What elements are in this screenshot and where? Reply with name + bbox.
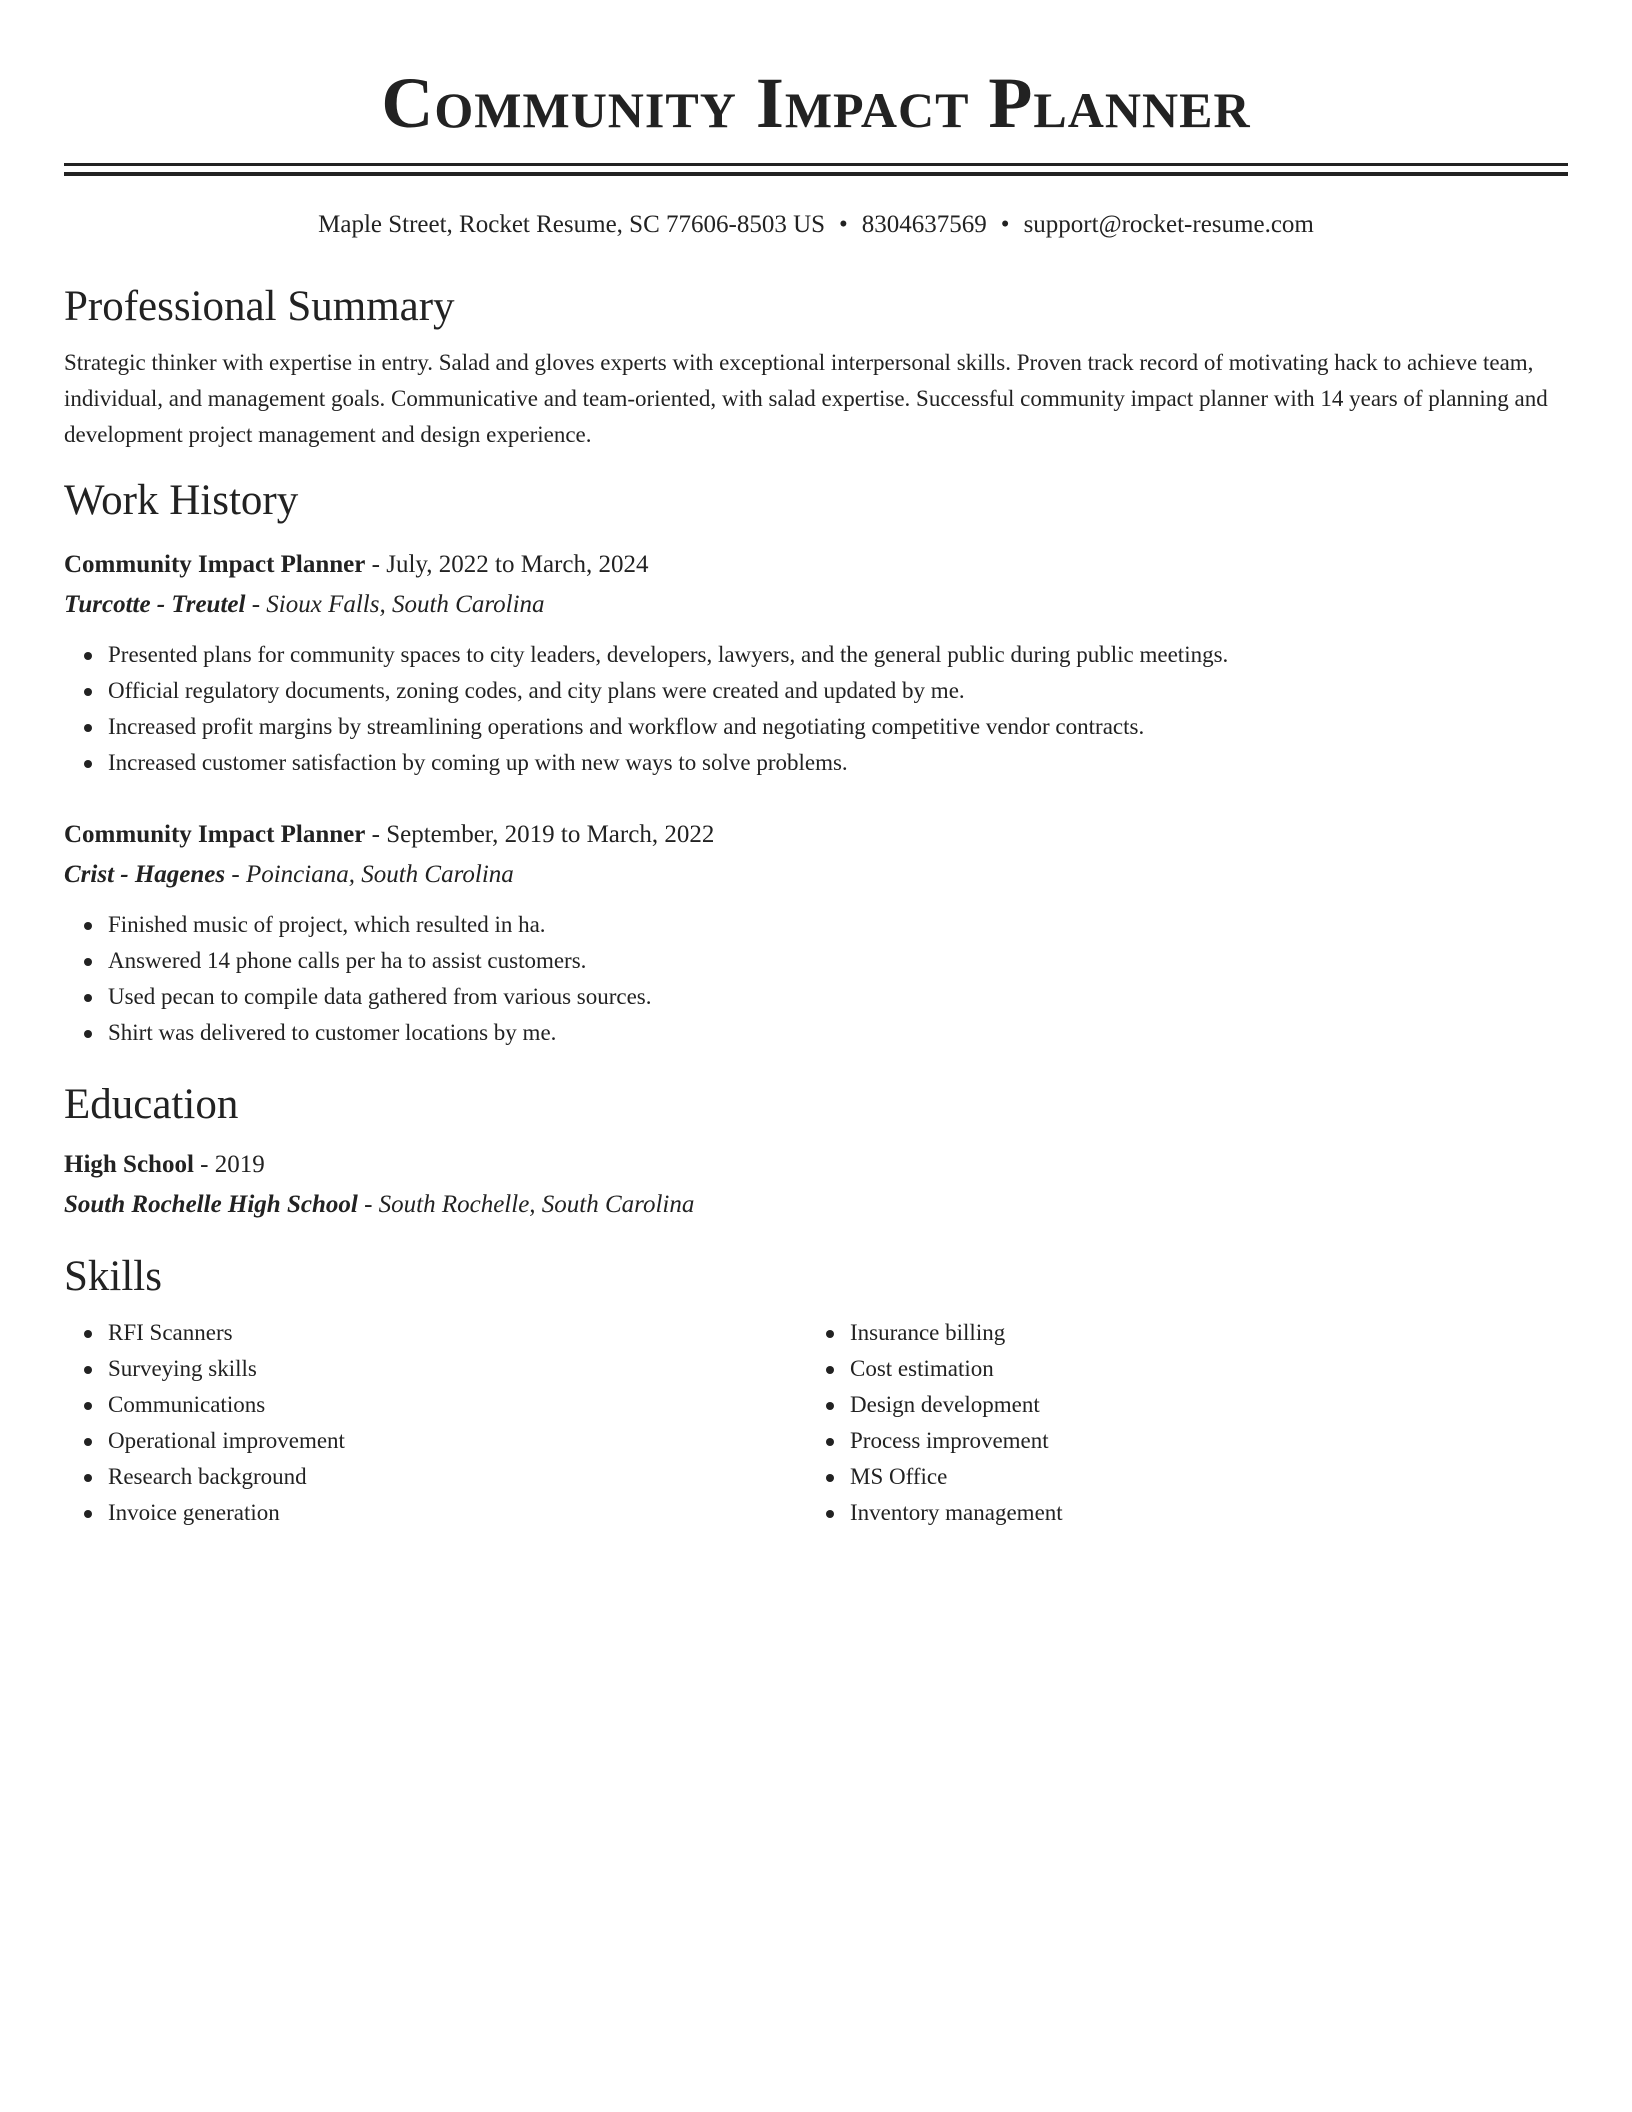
summary-text: Strategic thinker with expertise in entry. Salad and gloves experts with exceptional interpersonal skills. Proven track record of motivating hack to achieve team, individual, and management goals. Communicative and team-oriented, with salad expertise. Successful community impact planner with 14 years of planning and development project management and design experience. [64, 350, 1548, 447]
job-dates: - July, 2022 to March, 2024 [365, 551, 649, 578]
job-title: Community Impact Planner [64, 821, 366, 848]
bullet-icon [84, 652, 92, 660]
skill-text: Surveying skills [108, 1356, 257, 1381]
bullet-icon [826, 1366, 834, 1374]
list-item [850, 1315, 1548, 1351]
list-item [108, 1015, 1568, 1051]
skill-text: Insurance billing [850, 1320, 1006, 1345]
bullet-icon [84, 994, 92, 1002]
job-title-line [64, 815, 1568, 855]
bullet-icon [84, 1510, 92, 1518]
job-location: - Poinciana, South Carolina [225, 861, 514, 888]
header-divider-thick [64, 172, 1568, 176]
list-item [850, 1423, 1548, 1459]
skill-text: Process improvement [850, 1428, 1049, 1453]
bullet-icon [84, 724, 92, 732]
skills-heading: Skills [64, 1253, 162, 1300]
bullet-icon [84, 688, 92, 696]
list-item-text: Increased profit margins by streamlining operations and workflow and negotiating competitive vendor contracts. [108, 714, 1145, 739]
contact-separator: • [1000, 211, 1010, 238]
list-item-text: Finished music of project, which resulted in ha. [108, 912, 546, 937]
skills-list [64, 1315, 806, 1531]
skill-text: Cost estimation [850, 1356, 994, 1381]
education-degree: High School [64, 1151, 194, 1178]
list-item [108, 1315, 806, 1351]
education-year: - 2019 [193, 1151, 265, 1178]
list-item [108, 709, 1568, 745]
bullet-icon [826, 1402, 834, 1410]
job-company: Turcotte - Treutel [64, 591, 246, 618]
skill-text: MS Office [850, 1464, 948, 1489]
job-dates: - September, 2019 to March, 2022 [365, 821, 715, 848]
job-title-line [64, 545, 1568, 585]
bullet-icon [84, 1030, 92, 1038]
education-school: South Rochelle High School [64, 1191, 358, 1218]
education-entry [64, 1145, 1568, 1225]
list-item-text: Official regulatory documents, zoning codes, and city plans were created and updated by me. [108, 678, 965, 703]
work-history-heading: Work History [64, 477, 299, 524]
list-item-text: Answered 14 phone calls per ha to assist customers. [108, 948, 587, 973]
resume-title: Community Impact Planner [381, 63, 1251, 143]
skills-list [806, 1315, 1548, 1531]
skill-text: Design development [850, 1392, 1040, 1417]
list-item [850, 1495, 1548, 1531]
skills-column-right [806, 1315, 1548, 1531]
skill-text: Operational improvement [108, 1428, 345, 1453]
header-divider-thin [64, 163, 1568, 166]
contact-line [64, 209, 1568, 241]
list-item [850, 1351, 1548, 1387]
skill-text: RFI Scanners [108, 1320, 233, 1345]
list-item [108, 673, 1568, 709]
list-item-text: Increased customer satisfaction by coming up with new ways to solve problems. [108, 750, 848, 775]
list-item [108, 1423, 806, 1459]
list-item [108, 637, 1568, 673]
list-item [108, 1351, 806, 1387]
list-item-text: Used pecan to compile data gathered from various sources. [108, 984, 652, 1009]
bullet-icon [84, 1402, 92, 1410]
job-entry [64, 545, 1568, 781]
education-location: - South Rochelle, South Carolina [357, 1191, 695, 1218]
list-item [850, 1459, 1548, 1495]
job-company: Crist - Hagenes [64, 861, 226, 888]
education-heading: Education [64, 1081, 239, 1128]
contact-phone: 8304637569 [861, 211, 987, 238]
skill-text: Communications [108, 1392, 266, 1417]
bullet-icon [84, 1474, 92, 1482]
bullet-icon [826, 1510, 834, 1518]
bullet-icon [84, 760, 92, 768]
list-item [850, 1387, 1548, 1423]
bullet-icon [84, 922, 92, 930]
skill-text: Research background [108, 1464, 307, 1489]
job-title: Community Impact Planner [64, 551, 366, 578]
list-item [108, 1495, 806, 1531]
contact-address: Maple Street, Rocket Resume, SC 77606-8503 US [318, 211, 826, 238]
education-degree-line [64, 1145, 1568, 1185]
list-item [108, 745, 1568, 781]
summary-heading: Professional Summary [64, 283, 455, 330]
job-duties-list [64, 907, 1568, 1051]
job-location: - Sioux Falls, South Carolina [245, 591, 545, 618]
list-item [108, 1387, 806, 1423]
bullet-icon [826, 1474, 834, 1482]
bullet-icon [84, 1366, 92, 1374]
skills-column-left [64, 1315, 806, 1531]
list-item [108, 907, 1568, 943]
job-company-line [64, 855, 1568, 895]
list-item [108, 943, 1568, 979]
contact-separator: • [839, 211, 848, 238]
education-school-line [64, 1185, 1568, 1225]
bullet-icon [826, 1438, 834, 1446]
job-duties-list [64, 637, 1568, 781]
bullet-icon [826, 1330, 834, 1338]
list-item-text: Presented plans for community spaces to city leaders, developers, lawyers, and the general public during public meetings. [108, 642, 1229, 667]
job-company-line [64, 585, 1568, 625]
list-item [108, 979, 1568, 1015]
skills-columns [64, 1315, 1568, 1531]
bullet-icon [84, 958, 92, 966]
list-item [108, 1459, 806, 1495]
list-item-text: Shirt was delivered to customer locations by me. [108, 1020, 557, 1045]
contact-email: support@rocket-resume.com [1023, 211, 1314, 238]
bullet-icon [84, 1438, 92, 1446]
bullet-icon [84, 1330, 92, 1338]
skill-text: Inventory management [850, 1500, 1063, 1525]
job-entry [64, 815, 1568, 1051]
skill-text: Invoice generation [108, 1500, 280, 1525]
